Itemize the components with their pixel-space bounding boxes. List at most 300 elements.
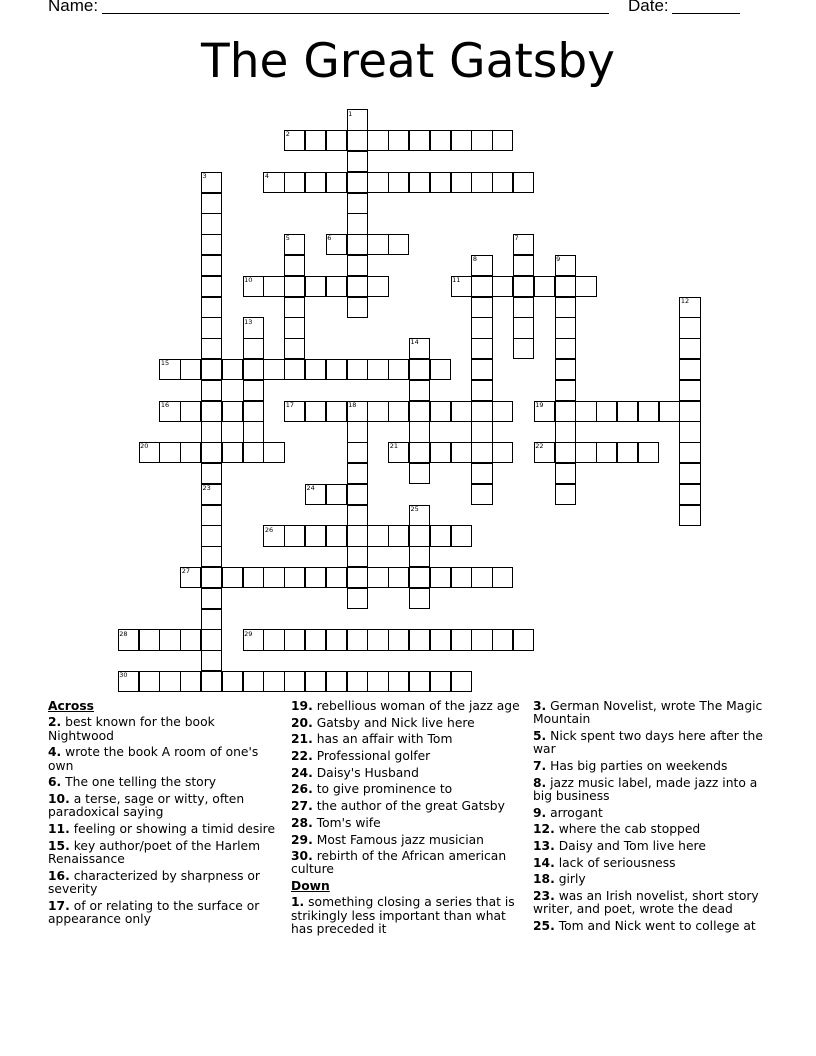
grid-cell[interactable] [367, 234, 388, 255]
clue-number: 18. [533, 872, 555, 887]
grid-cell[interactable] [284, 629, 305, 650]
grid-cell[interactable] [284, 276, 305, 297]
grid-cell[interactable] [367, 671, 388, 692]
grid-cell[interactable] [388, 359, 409, 380]
grid-cell[interactable] [430, 442, 451, 463]
grid-cell[interactable] [409, 588, 430, 609]
clue-number-label: 7 [514, 234, 519, 243]
down-clue [533, 873, 765, 886]
grid-cell[interactable] [159, 671, 180, 692]
clue-number: 2. [48, 715, 62, 730]
grid-cell[interactable] [679, 505, 700, 526]
grid-cell[interactable] [347, 546, 368, 567]
grid-cell[interactable] [430, 567, 451, 588]
clue-text: of or relating to the surface or appearance only [48, 898, 260, 926]
grid-cell[interactable] [284, 297, 305, 318]
grid-cell[interactable] [201, 609, 222, 630]
grid-cell[interactable] [201, 588, 222, 609]
clue-text: feeling or showing a timid desire [69, 821, 276, 836]
grid-cell[interactable] [284, 525, 305, 546]
grid-cell[interactable] [263, 276, 284, 297]
clue-text: rebirth of the African american culture [291, 849, 507, 877]
clue-text: Professional golfer [312, 749, 431, 764]
grid-cell[interactable] [222, 671, 243, 692]
grid-cell[interactable] [471, 421, 492, 442]
clue-text: girly [554, 872, 586, 887]
grid-cell[interactable] [305, 629, 326, 650]
grid-cell[interactable] [201, 505, 222, 526]
grid-cell[interactable] [347, 671, 368, 692]
clue-number: 1. [291, 895, 305, 910]
clue-number: 6. [48, 775, 62, 790]
grid-cell[interactable] [305, 567, 326, 588]
grid-cell[interactable] [471, 567, 492, 588]
grid-cell[interactable] [492, 401, 513, 422]
grid-cell[interactable] [284, 255, 305, 276]
grid-cell[interactable] [201, 276, 222, 297]
across-clue [291, 783, 523, 796]
clue-text: German Novelist, wrote The Magic Mountain [533, 699, 763, 727]
grid-cell[interactable] [347, 463, 368, 484]
grid-cell[interactable] [347, 359, 368, 380]
grid-cell[interactable] [367, 567, 388, 588]
clue-text: best known for the book Nightwood [48, 715, 215, 743]
grid-cell[interactable] [513, 629, 534, 650]
grid-cell[interactable] [243, 359, 264, 380]
grid-cell[interactable] [679, 421, 700, 442]
grid-cell[interactable] [367, 401, 388, 422]
grid-cell[interactable] [201, 359, 222, 380]
grid-cell[interactable] [388, 629, 409, 650]
grid-cell[interactable] [596, 442, 617, 463]
across-clue [291, 767, 523, 780]
grid-cell[interactable] [409, 546, 430, 567]
grid-cell[interactable] [679, 338, 700, 359]
grid-cell[interactable] [367, 130, 388, 151]
clue-text: the author of the great Gatsby [312, 799, 505, 814]
grid-cell[interactable] [555, 380, 576, 401]
grid-cell[interactable] [326, 484, 347, 505]
grid-cell[interactable] [409, 359, 430, 380]
clue-number: 14. [533, 855, 555, 870]
grid-cell[interactable] [513, 297, 534, 318]
clue-text: Daisy and Tom live here [554, 839, 706, 854]
grid-cell[interactable] [347, 213, 368, 234]
grid-cell[interactable] [305, 172, 326, 193]
grid-cell[interactable] [326, 671, 347, 692]
grid-cell[interactable] [201, 213, 222, 234]
clue-number-label: 8 [472, 255, 478, 264]
grid-cell[interactable] [409, 130, 430, 151]
grid-cell[interactable] [451, 130, 472, 151]
clue-number-label: 13 [244, 317, 253, 326]
grid-cell[interactable] [326, 629, 347, 650]
clue-number-label: 12 [680, 296, 690, 305]
grid-cell[interactable] [326, 172, 347, 193]
grid-cell[interactable] [284, 567, 305, 588]
clue-number-label: 30 [119, 671, 128, 680]
grid-cell[interactable] [326, 276, 347, 297]
across-clue [48, 746, 280, 773]
grid-cell[interactable] [471, 130, 492, 151]
grid-cell[interactable] [555, 401, 576, 422]
down-clue-list-part1 [291, 896, 523, 936]
grid-cell[interactable] [430, 525, 451, 546]
grid-cell[interactable] [347, 567, 368, 588]
grid-cell[interactable] [471, 629, 492, 650]
clue-number: 19. [291, 699, 313, 713]
grid-cell[interactable] [326, 359, 347, 380]
grid-cell[interactable] [367, 525, 388, 546]
grid-cell[interactable] [201, 297, 222, 318]
grid-cell[interactable] [388, 671, 409, 692]
down-clue [533, 840, 765, 853]
grid-cell[interactable] [471, 484, 492, 505]
grid-cell[interactable] [575, 442, 596, 463]
grid-cell[interactable] [180, 671, 201, 692]
clue-number-label: 11 [452, 276, 461, 284]
page-title: The Great Gatsby [201, 34, 615, 89]
clue-number: 16. [48, 868, 70, 883]
grid-cell[interactable] [555, 359, 576, 380]
clue-number-label: 17 [285, 400, 294, 409]
grid-cell[interactable] [451, 401, 472, 422]
grid-cell[interactable] [347, 151, 368, 172]
clue-text: jazz music label, made jazz into a big business [533, 775, 758, 803]
grid-cell[interactable] [263, 629, 284, 650]
grid-cell[interactable] [243, 401, 264, 422]
grid-cell[interactable] [471, 297, 492, 318]
grid-cell[interactable] [305, 671, 326, 692]
clue-text: to give prominence to [312, 782, 453, 797]
grid-cell[interactable] [367, 172, 388, 193]
clue-number: 8. [533, 775, 547, 790]
across-clue [291, 834, 523, 847]
clue-number: 29. [291, 832, 313, 847]
grid-cell[interactable] [492, 172, 513, 193]
across-clue [48, 870, 280, 897]
clue-text: has an affair with Tom [312, 732, 453, 747]
across-clue [291, 850, 523, 877]
grid-cell[interactable] [201, 255, 222, 276]
grid-cell[interactable] [451, 442, 472, 463]
grid-cell[interactable] [284, 671, 305, 692]
across-clue [48, 793, 280, 820]
clue-number: 21. [291, 732, 313, 747]
clue-number: 20. [291, 715, 313, 730]
name-label: Name: [48, 0, 99, 15]
clue-number-label: 19 [535, 400, 544, 409]
clue-text: Daisy's Husband [312, 765, 419, 780]
across-clue-list-part2 [291, 700, 523, 877]
grid-cell[interactable] [284, 359, 305, 380]
grid-cell[interactable] [409, 671, 430, 692]
grid-cell[interactable] [263, 359, 284, 380]
grid-cell[interactable] [679, 463, 700, 484]
grid-cell[interactable] [284, 338, 305, 359]
grid-cell[interactable] [638, 442, 659, 463]
grid-cell[interactable] [513, 338, 534, 359]
grid-cell[interactable] [326, 130, 347, 151]
grid-cell[interactable] [326, 567, 347, 588]
clue-text: where the cab stopped [554, 822, 701, 837]
grid-cell[interactable] [679, 484, 700, 505]
grid-cell[interactable] [201, 421, 222, 442]
grid-cell[interactable] [679, 401, 700, 422]
grid-cell[interactable] [201, 671, 222, 692]
across-clue [291, 717, 523, 730]
grid-cell[interactable] [492, 276, 513, 297]
grid-cell[interactable] [471, 172, 492, 193]
grid-cell[interactable] [263, 442, 284, 463]
grid-cell[interactable] [596, 401, 617, 422]
grid-cell[interactable] [575, 276, 596, 297]
across-clue-list-part1 [48, 716, 280, 926]
clue-text: Nick spent two days here after the war [533, 728, 763, 757]
grid-cell[interactable] [201, 525, 222, 546]
grid-cell[interactable] [243, 567, 264, 588]
grid-cell[interactable] [367, 629, 388, 650]
grid-cell[interactable] [555, 317, 576, 338]
grid-cell[interactable] [201, 234, 222, 255]
grid-cell[interactable] [617, 401, 638, 422]
grid-cell[interactable] [201, 650, 222, 671]
grid-cell[interactable] [388, 130, 409, 151]
grid-cell[interactable] [471, 338, 492, 359]
across-clue [291, 700, 523, 713]
clue-number: 15. [48, 838, 70, 853]
grid-cell[interactable] [451, 671, 472, 692]
grid-cell[interactable] [534, 276, 555, 297]
across-heading: Across [48, 699, 94, 713]
grid-cell[interactable] [201, 193, 222, 214]
grid-cell[interactable] [180, 401, 201, 422]
grid-cell[interactable] [409, 421, 430, 442]
grid-cell[interactable] [201, 338, 222, 359]
clue-number-label: 22 [535, 442, 544, 451]
grid-cell[interactable] [159, 442, 180, 463]
grid-cell[interactable] [347, 193, 368, 214]
grid-cell[interactable] [243, 671, 264, 692]
grid-cell[interactable] [430, 401, 451, 422]
clue-text: something closing a series that is strikingly less important than what has preceded it [291, 895, 515, 937]
grid-cell[interactable] [679, 442, 700, 463]
grid-cell[interactable] [555, 463, 576, 484]
grid-cell[interactable] [492, 442, 513, 463]
grid-cell[interactable] [471, 401, 492, 422]
clue-number-label: 18 [348, 400, 357, 409]
clue-text: Most Famous jazz musician [312, 832, 484, 847]
grid-cell[interactable] [555, 276, 576, 297]
clue-column-3 [533, 700, 765, 937]
grid-cell[interactable] [388, 567, 409, 588]
grid-cell[interactable] [409, 567, 430, 588]
grid-cell[interactable] [451, 629, 472, 650]
grid-cell[interactable] [492, 567, 513, 588]
grid-cell[interactable] [638, 401, 659, 422]
grid-cell[interactable] [409, 401, 430, 422]
grid-cell[interactable] [326, 401, 347, 422]
grid-cell[interactable] [409, 463, 430, 484]
grid-cell[interactable] [347, 442, 368, 463]
clue-number-label: 21 [389, 442, 398, 451]
grid-cell[interactable] [347, 234, 368, 255]
grid-cell[interactable] [347, 505, 368, 526]
grid-cell[interactable] [555, 484, 576, 505]
grid-cell[interactable] [201, 546, 222, 567]
clue-number: 12. [533, 822, 555, 837]
clue-number: 30. [291, 849, 313, 864]
grid-cell[interactable] [555, 297, 576, 318]
grid-cell[interactable] [284, 317, 305, 338]
grid-cell[interactable] [201, 442, 222, 463]
grid-cell[interactable] [243, 442, 264, 463]
grid-cell[interactable] [367, 276, 388, 297]
clue-text: Has big parties on weekends [546, 758, 728, 773]
clue-number-label: 16 [160, 400, 170, 409]
grid-cell[interactable] [305, 359, 326, 380]
clue-number: 11. [48, 821, 70, 836]
grid-cell[interactable] [305, 401, 326, 422]
grid-cell[interactable] [243, 421, 264, 442]
grid-cell[interactable] [555, 421, 576, 442]
clue-text: wrote the book A room of one's own [48, 745, 259, 773]
grid-cell[interactable] [305, 276, 326, 297]
grid-cell[interactable] [201, 463, 222, 484]
grid-cell[interactable] [409, 172, 430, 193]
grid-cell[interactable] [139, 671, 160, 692]
grid-cell[interactable] [513, 276, 534, 297]
grid-cell[interactable] [513, 317, 534, 338]
grid-cell[interactable] [347, 629, 368, 650]
grid-cell[interactable] [305, 525, 326, 546]
grid-cell[interactable] [430, 629, 451, 650]
grid-cell[interactable] [471, 359, 492, 380]
grid-cell[interactable] [430, 172, 451, 193]
grid-cell[interactable] [326, 525, 347, 546]
grid-cell[interactable] [367, 359, 388, 380]
grid-cell[interactable] [451, 567, 472, 588]
grid-cell[interactable] [347, 484, 368, 505]
across-clue [48, 900, 280, 927]
clue-number: 9. [533, 805, 547, 820]
grid-cell[interactable] [513, 172, 534, 193]
clue-text: arrogant [546, 805, 603, 820]
clue-number-label: 20 [140, 442, 149, 451]
grid-cell[interactable] [222, 359, 243, 380]
grid-cell[interactable] [347, 255, 368, 276]
across-clue [291, 733, 523, 746]
grid-cell[interactable] [201, 567, 222, 588]
grid-cell[interactable] [201, 380, 222, 401]
clue-number: 13. [533, 839, 555, 854]
grid-cell[interactable] [180, 629, 201, 650]
grid-cell[interactable] [347, 525, 368, 546]
grid-cell[interactable] [180, 442, 201, 463]
grid-cell[interactable] [471, 442, 492, 463]
grid-cell[interactable] [679, 359, 700, 380]
grid-cell[interactable] [201, 629, 222, 650]
down-clue [533, 807, 765, 820]
grid-cell[interactable] [347, 588, 368, 609]
grid-cell[interactable] [617, 442, 638, 463]
grid-cell[interactable] [679, 380, 700, 401]
clue-number-label: 2 [285, 130, 290, 139]
grid-cell[interactable] [430, 359, 451, 380]
grid-cell[interactable] [222, 401, 243, 422]
clue-number-label: 4 [264, 172, 270, 180]
grid-cell[interactable] [347, 297, 368, 318]
grid-cell[interactable] [388, 525, 409, 546]
grid-cell[interactable] [409, 629, 430, 650]
across-clue [48, 823, 280, 836]
grid-cell[interactable] [347, 276, 368, 297]
grid-cell[interactable] [451, 525, 472, 546]
grid-cell[interactable] [555, 442, 576, 463]
grid-cell[interactable] [409, 380, 430, 401]
grid-cell[interactable] [305, 130, 326, 151]
clue-number-label: 27 [181, 567, 190, 576]
grid-cell[interactable] [659, 401, 680, 422]
grid-cell[interactable] [555, 338, 576, 359]
grid-cell[interactable] [471, 276, 492, 297]
grid-cell[interactable] [388, 401, 409, 422]
grid-cell[interactable] [347, 421, 368, 442]
grid-cell[interactable] [139, 629, 160, 650]
clue-text: Tom and Nick went to college at [554, 919, 756, 934]
grid-cell[interactable] [180, 359, 201, 380]
grid-cell[interactable] [263, 567, 284, 588]
clue-text: lack of seriousness [554, 855, 676, 870]
grid-cell[interactable] [492, 130, 513, 151]
grid-cell[interactable] [243, 380, 264, 401]
grid-cell[interactable] [513, 255, 534, 276]
grid-cell[interactable] [471, 380, 492, 401]
across-clue [291, 750, 523, 763]
grid-cell[interactable] [430, 130, 451, 151]
grid-cell[interactable] [492, 629, 513, 650]
clue-number: 4. [48, 745, 62, 760]
clue-text: characterized by sharpness or severity [48, 868, 260, 896]
grid-cell[interactable] [263, 671, 284, 692]
grid-cell[interactable] [471, 463, 492, 484]
grid-cell[interactable] [409, 525, 430, 546]
clue-text: was an Irish novelist, short story writer, and poet, wrote the dead [533, 889, 759, 917]
grid-cell[interactable] [347, 172, 368, 193]
grid-cell[interactable] [159, 629, 180, 650]
grid-cell[interactable] [347, 130, 368, 151]
down-clue [533, 890, 765, 917]
grid-cell[interactable] [201, 401, 222, 422]
grid-cell[interactable] [222, 442, 243, 463]
grid-cell[interactable] [451, 172, 472, 193]
grid-cell[interactable] [243, 338, 264, 359]
grid-cell[interactable] [409, 442, 430, 463]
clue-number: 22. [291, 749, 313, 764]
grid-cell[interactable] [201, 317, 222, 338]
grid-cell[interactable] [284, 172, 305, 193]
clue-text: The one telling the story [61, 775, 217, 790]
grid-cell[interactable] [679, 317, 700, 338]
grid-cell[interactable] [430, 671, 451, 692]
grid-cell[interactable] [388, 172, 409, 193]
across-clue [48, 776, 280, 789]
grid-cell[interactable] [575, 401, 596, 422]
grid-cell[interactable] [222, 567, 243, 588]
grid-cell[interactable] [388, 234, 409, 255]
grid-cell[interactable] [471, 317, 492, 338]
clue-number: 10. [48, 791, 70, 806]
